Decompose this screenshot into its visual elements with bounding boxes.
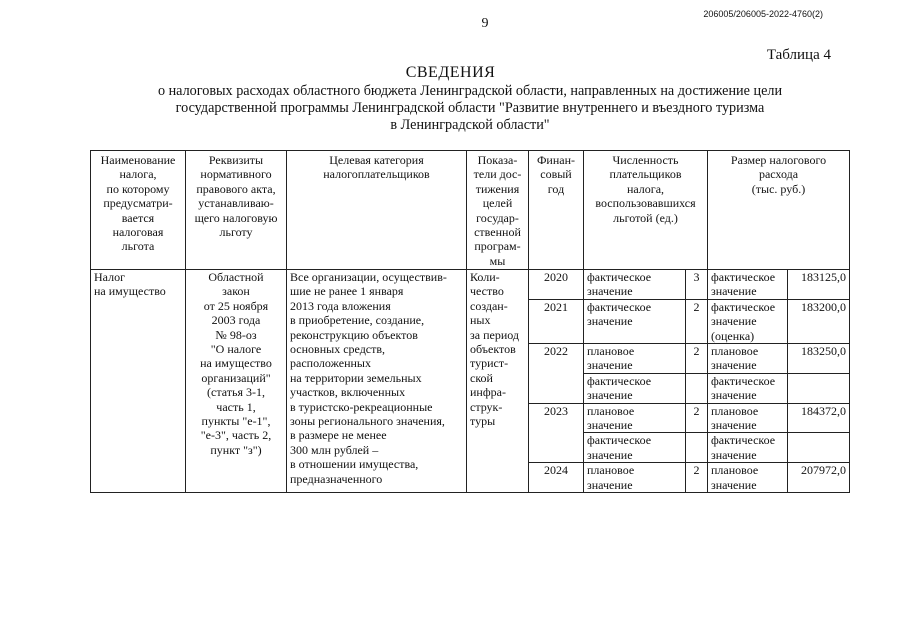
- page-number: 9: [481, 16, 489, 31]
- count-label-cell: фактическое значение: [584, 433, 686, 463]
- document-title: СВЕДЕНИЯ: [405, 64, 496, 81]
- tax-name-cell: Налог на имущество: [91, 270, 186, 493]
- size-label-cell: фактическое значение: [708, 373, 788, 403]
- header-indicator: Показа- тели дос- тижения целей государ- ственной програм- мы: [467, 151, 529, 270]
- header-tax: Наименование налога, по которому предусматри- вается налоговая льгота: [91, 151, 186, 270]
- count-label-cell: плановое значение: [584, 403, 686, 433]
- size-label-cell: фактическое значение: [708, 433, 788, 463]
- size-label-cell: фактическое значение (оценка): [708, 299, 788, 343]
- size-value-cell: 183200,0: [788, 299, 850, 343]
- tax-expenditure-table: [90, 150, 850, 493]
- legal-act-cell: Областной закон от 25 ноября 2003 года № 98-оз "О налоге на имущество организаций" (статья 3-1, часть 1, пункты "е-1", "е-3", часть 2, пункт "з"): [186, 270, 287, 493]
- document-subtitle: о налоговых расходах областного бюджета Ленинградской области, направленных на достижение цели государственной программы Ленинградской области "Развитие внутреннего и въездного туризма в Ленинградской области": [157, 83, 783, 133]
- header-category: Целевая категория налогоплательщиков: [287, 151, 467, 270]
- year-cell: 2021: [529, 299, 584, 343]
- count-value-cell: 2: [686, 463, 708, 493]
- size-value-cell: [788, 433, 850, 463]
- count-label-cell: плановое значение: [584, 344, 686, 374]
- size-label-cell: плановое значение: [708, 403, 788, 433]
- indicator-cell: Коли- чество создан- ных за период объектов турист- ской инфра- струк- туры: [467, 270, 529, 493]
- year-cell: 2020: [529, 270, 584, 300]
- count-label-cell: фактическое значение: [584, 373, 686, 403]
- header-year: Финан- совый год: [529, 151, 584, 270]
- category-cell: Все организации, осуществив- шие не ранее 1 января 2013 года вложения в приобретение, создание, реконструкцию объектов основных средств, расположенных на территории земельных участков, включенных в туристско-рекреационные зоны регионального значения, в размере не менее 300 млн рублей – в отношении имущества, предназначенного: [287, 270, 467, 493]
- size-value-cell: 207972,0: [788, 463, 850, 493]
- count-label-cell: фактическое значение: [584, 299, 686, 343]
- document-code: 206005/206005-2022-4760(2): [703, 9, 823, 19]
- table-row: [91, 270, 850, 300]
- size-value-cell: 183250,0: [788, 344, 850, 374]
- year-cell: 2022: [529, 344, 584, 404]
- size-label-cell: фактическое значение: [708, 270, 788, 300]
- size-value-cell: [788, 373, 850, 403]
- header-act: Реквизиты нормативного правового акта, устанавливаю- щего налоговую льготу: [186, 151, 287, 270]
- header-row: [91, 151, 850, 270]
- year-cell: 2024: [529, 463, 584, 493]
- count-label-cell: фактическое значение: [584, 270, 686, 300]
- size-value-cell: 184372,0: [788, 403, 850, 433]
- count-label-cell: плановое значение: [584, 463, 686, 493]
- table-number: Таблица 4: [766, 47, 831, 63]
- size-label-cell: плановое значение: [708, 344, 788, 374]
- count-value-cell: [686, 373, 708, 403]
- year-cell: 2023: [529, 403, 584, 463]
- size-label-cell: плановое значение: [708, 463, 788, 493]
- count-value-cell: 2: [686, 299, 708, 343]
- header-count: Численность плательщиков налога, воспользовавшихся льготой (ед.): [584, 151, 708, 270]
- count-value-cell: [686, 433, 708, 463]
- count-value-cell: 2: [686, 403, 708, 433]
- count-value-cell: 3: [686, 270, 708, 300]
- size-value-cell: 183125,0: [788, 270, 850, 300]
- header-size: Размер налогового расхода (тыс. руб.): [708, 151, 850, 270]
- count-value-cell: 2: [686, 344, 708, 374]
